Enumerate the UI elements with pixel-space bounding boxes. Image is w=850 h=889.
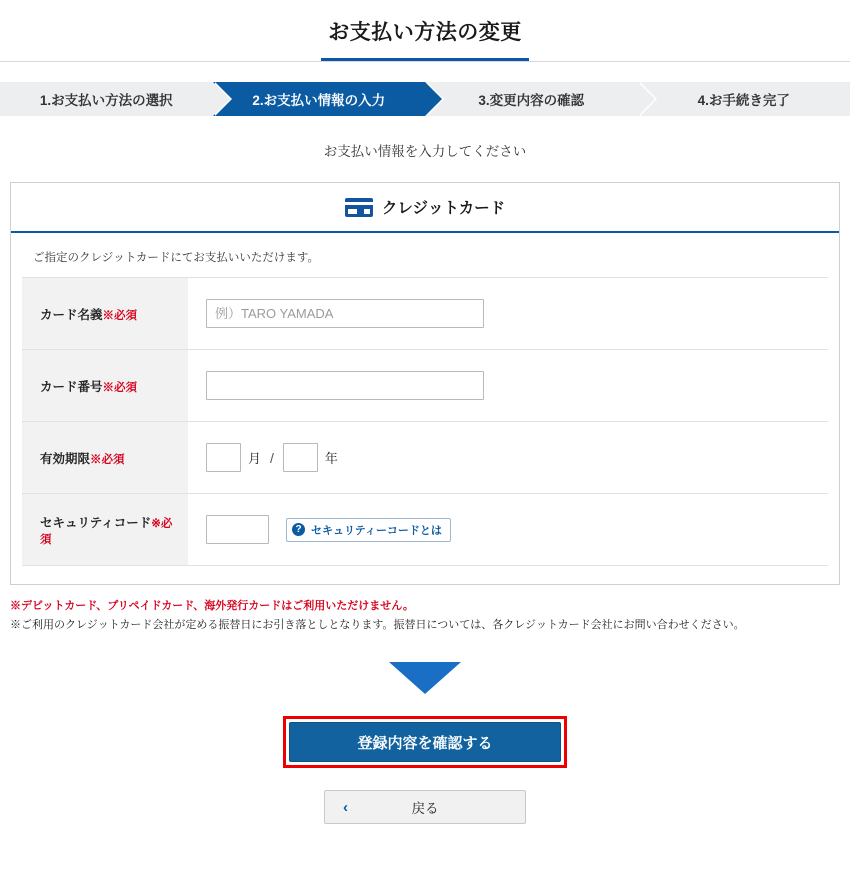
card-name-required: ※必須 (102, 309, 138, 322)
confirm-registration-button[interactable]: 登録内容を確認する (289, 722, 561, 762)
table-row-expiry (22, 422, 828, 494)
panel-header (11, 183, 839, 233)
step-label-3: 3.変更内容の確認 (478, 93, 585, 108)
card-number-input-cell (188, 350, 828, 422)
expiry-month-input[interactable] (206, 443, 241, 472)
expiry-label: 有効期限 (40, 451, 91, 466)
security-code-input-cell (188, 494, 828, 566)
card-name-input-cell (188, 278, 828, 350)
expiry-label-cell (22, 422, 188, 494)
credit-card-panel (10, 182, 840, 585)
step-item-4[interactable] (638, 82, 850, 116)
page-header (0, 0, 850, 62)
expiry-month-unit: 月 (248, 451, 262, 466)
security-code-input[interactable] (206, 515, 269, 544)
expiry-input-cell (188, 422, 828, 494)
step-label-2: 2.お支払い情報の入力 (252, 93, 386, 108)
card-form-table (22, 277, 828, 566)
card-name-label: カード名義 (40, 307, 103, 322)
card-number-label: カード番号 (40, 379, 103, 394)
step-item-2[interactable] (213, 82, 426, 116)
submit-highlight-box (283, 716, 567, 768)
card-number-label-cell (22, 350, 188, 422)
back-button-label: 戻る (411, 801, 439, 817)
security-code-required: ※必須 (40, 517, 173, 546)
back-container (0, 790, 850, 824)
notices (10, 597, 840, 634)
step-item-1[interactable] (0, 82, 213, 116)
notice-billing-date: ※ご利用のクレジットカード会社が定める振替日にお引き落としとなります。振替日については、各クレジットカード会社にお問い合わせください。 (10, 618, 745, 631)
step-label-1: 1.お支払い方法の選択 (39, 93, 173, 108)
question-mark-icon: ? (292, 523, 305, 536)
header-divider (0, 61, 850, 62)
step-indicator (0, 82, 850, 116)
security-code-help-label: セキュリティーコードとは (311, 524, 442, 537)
arrow-down-icon (389, 662, 461, 694)
step-item-3[interactable] (425, 82, 638, 116)
panel-note: ご指定のクレジットカードにてお支払いいただけます。 (33, 252, 319, 264)
credit-card-icon (345, 198, 373, 217)
security-code-help-button[interactable] (286, 518, 451, 542)
page-title: お支払い方法の変更 (328, 21, 522, 44)
card-number-input[interactable] (206, 371, 484, 400)
security-code-label-cell (22, 494, 188, 566)
notice-unsupported-cards: ※デビットカード、プリペイドカード、海外発行カードはご利用いただけません。 (10, 600, 414, 612)
table-row-card-number (22, 350, 828, 422)
back-button[interactable] (324, 790, 526, 824)
panel-title: クレジットカード (381, 200, 506, 217)
submit-container (0, 716, 850, 768)
expiry-year-input[interactable] (283, 443, 318, 472)
card-name-label-cell (22, 278, 188, 350)
instruction-text: お支払い情報を入力してください (323, 144, 527, 159)
expiry-separator: / (270, 449, 274, 466)
card-name-input[interactable] (206, 299, 484, 328)
security-code-label: セキュリティコード (40, 515, 152, 530)
table-row-card-name (22, 278, 828, 350)
expiry-year-unit: 年 (324, 451, 338, 466)
expiry-required: ※必須 (90, 453, 125, 466)
chevron-left-icon: ‹ (343, 798, 348, 816)
table-row-security-code (22, 494, 828, 566)
step-label-4: 4.お手続き完了 (697, 93, 790, 108)
card-number-required: ※必須 (102, 381, 138, 394)
arrow-container (0, 662, 850, 694)
